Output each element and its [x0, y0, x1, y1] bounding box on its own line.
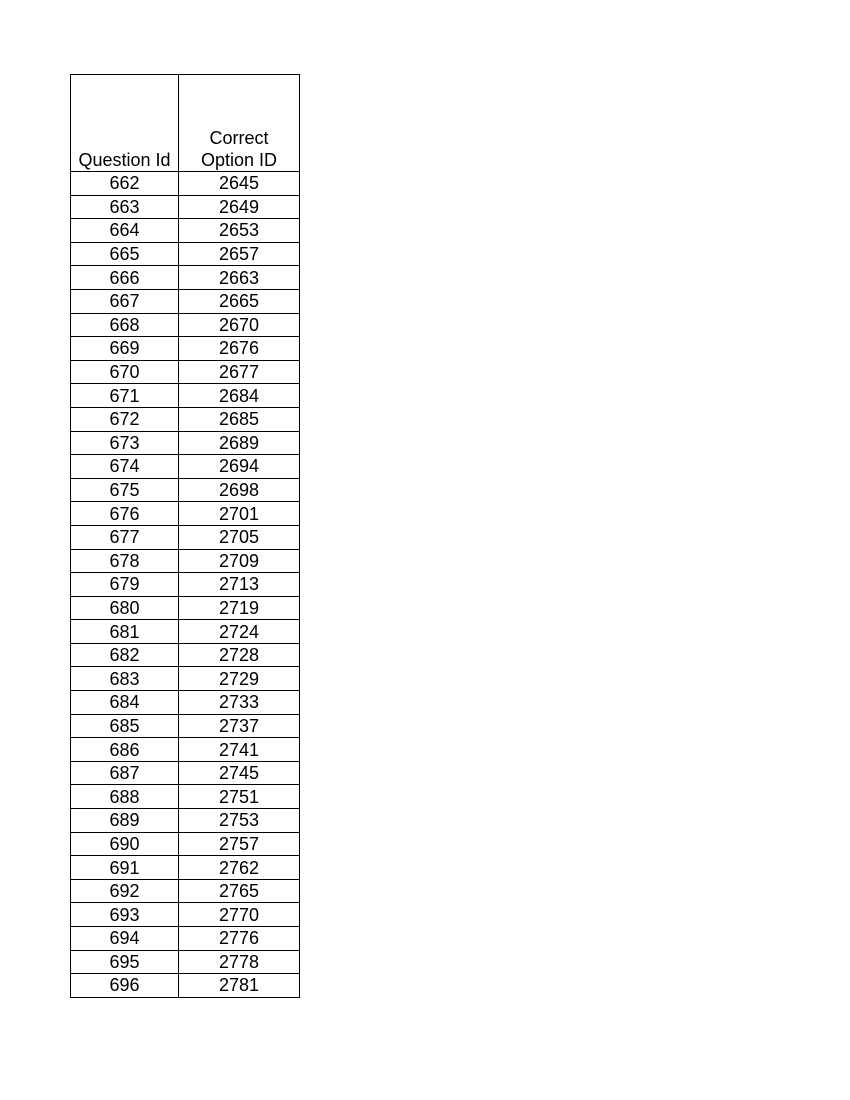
table-row	[71, 313, 300, 337]
correct-option-id-cell: 2724	[179, 620, 300, 644]
correct-option-id-cell: 2694	[179, 455, 300, 479]
question-id-cell: 676	[71, 502, 179, 526]
correct-option-id-cell: 2670	[179, 313, 300, 337]
table-row	[71, 337, 300, 361]
correct-option-id-cell: 2757	[179, 832, 300, 856]
correct-option-id-cell: 2765	[179, 879, 300, 903]
correct-option-id-header	[179, 75, 300, 172]
table-row	[71, 903, 300, 927]
correct-option-id-cell: 2684	[179, 384, 300, 408]
question-id-cell: 667	[71, 289, 179, 313]
question-id-cell: 689	[71, 809, 179, 833]
correct-option-id-cell: 2770	[179, 903, 300, 927]
table-row	[71, 525, 300, 549]
correct-option-id-cell: 2649	[179, 195, 300, 219]
table-row	[71, 950, 300, 974]
question-id-cell: 682	[71, 643, 179, 667]
table-row	[71, 738, 300, 762]
question-id-header-label: Question Id	[78, 150, 171, 170]
correct-option-id-cell: 2676	[179, 337, 300, 361]
correct-option-id-cell: 2745	[179, 761, 300, 785]
table-row	[71, 407, 300, 431]
table-row	[71, 667, 300, 691]
question-id-cell: 696	[71, 974, 179, 998]
table-row	[71, 360, 300, 384]
table-row	[71, 714, 300, 738]
question-id-cell: 691	[71, 856, 179, 880]
correct-option-id-cell: 2709	[179, 549, 300, 573]
header-row	[71, 75, 300, 172]
correct-option-id-cell: 2751	[179, 785, 300, 809]
table-row	[71, 219, 300, 243]
question-id-cell: 692	[71, 879, 179, 903]
question-id-cell: 679	[71, 573, 179, 597]
correct-option-id-cell: 2685	[179, 407, 300, 431]
correct-option-id-cell: 2762	[179, 856, 300, 880]
question-id-cell: 678	[71, 549, 179, 573]
question-id-cell: 666	[71, 266, 179, 290]
table-row	[71, 927, 300, 951]
question-id-cell: 685	[71, 714, 179, 738]
correct-option-id-cell: 2653	[179, 219, 300, 243]
table-row	[71, 785, 300, 809]
table-header	[71, 75, 300, 172]
question-id-cell: 673	[71, 431, 179, 455]
question-id-header	[71, 75, 179, 172]
table-row	[71, 502, 300, 526]
correct-option-header-line2: Option ID	[200, 150, 278, 170]
question-id-cell: 670	[71, 360, 179, 384]
question-id-cell: 683	[71, 667, 179, 691]
correct-option-id-cell: 2741	[179, 738, 300, 762]
question-id-cell: 684	[71, 691, 179, 715]
question-id-cell: 668	[71, 313, 179, 337]
question-id-cell: 690	[71, 832, 179, 856]
table-row	[71, 289, 300, 313]
correct-option-id-cell: 2728	[179, 643, 300, 667]
table-row	[71, 596, 300, 620]
question-id-cell: 674	[71, 455, 179, 479]
correct-option-id-cell: 2705	[179, 525, 300, 549]
correct-option-id-cell: 2719	[179, 596, 300, 620]
table-row	[71, 573, 300, 597]
table-row	[71, 195, 300, 219]
question-id-cell: 694	[71, 927, 179, 951]
table-row	[71, 172, 300, 196]
question-id-cell: 677	[71, 525, 179, 549]
answer-key-table	[70, 74, 300, 998]
correct-option-header-line1: Correct	[209, 128, 269, 148]
question-id-cell: 663	[71, 195, 179, 219]
question-id-cell: 681	[71, 620, 179, 644]
question-id-cell: 664	[71, 219, 179, 243]
question-id-cell: 687	[71, 761, 179, 785]
correct-option-id-cell: 2733	[179, 691, 300, 715]
correct-option-id-cell: 2645	[179, 172, 300, 196]
table-row	[71, 266, 300, 290]
question-id-cell: 672	[71, 407, 179, 431]
table-row	[71, 974, 300, 998]
table-row	[71, 242, 300, 266]
correct-option-id-cell: 2677	[179, 360, 300, 384]
question-id-cell: 675	[71, 478, 179, 502]
correct-option-id-cell: 2778	[179, 950, 300, 974]
correct-option-id-cell: 2781	[179, 974, 300, 998]
table-row	[71, 478, 300, 502]
table-row	[71, 856, 300, 880]
table-row	[71, 431, 300, 455]
table-row	[71, 691, 300, 715]
table-row	[71, 761, 300, 785]
table-body	[71, 172, 300, 998]
table-row	[71, 620, 300, 644]
table-row	[71, 809, 300, 833]
correct-option-id-cell: 2665	[179, 289, 300, 313]
question-id-cell: 680	[71, 596, 179, 620]
table-row	[71, 549, 300, 573]
correct-option-id-cell: 2663	[179, 266, 300, 290]
table-row	[71, 879, 300, 903]
correct-option-id-cell: 2729	[179, 667, 300, 691]
question-id-cell: 688	[71, 785, 179, 809]
correct-option-id-cell: 2689	[179, 431, 300, 455]
table-row	[71, 384, 300, 408]
correct-option-id-cell: 2657	[179, 242, 300, 266]
question-id-cell: 693	[71, 903, 179, 927]
correct-option-id-cell: 2713	[179, 573, 300, 597]
correct-option-id-cell: 2753	[179, 809, 300, 833]
correct-option-id-cell: 2701	[179, 502, 300, 526]
table-row	[71, 832, 300, 856]
question-id-cell: 686	[71, 738, 179, 762]
question-id-cell: 662	[71, 172, 179, 196]
table-row	[71, 455, 300, 479]
table-row	[71, 643, 300, 667]
correct-option-id-cell: 2737	[179, 714, 300, 738]
correct-option-id-cell: 2698	[179, 478, 300, 502]
correct-option-id-cell: 2776	[179, 927, 300, 951]
question-id-cell: 695	[71, 950, 179, 974]
answer-sheet	[70, 74, 300, 998]
question-id-cell: 671	[71, 384, 179, 408]
question-id-cell: 669	[71, 337, 179, 361]
question-id-cell: 665	[71, 242, 179, 266]
